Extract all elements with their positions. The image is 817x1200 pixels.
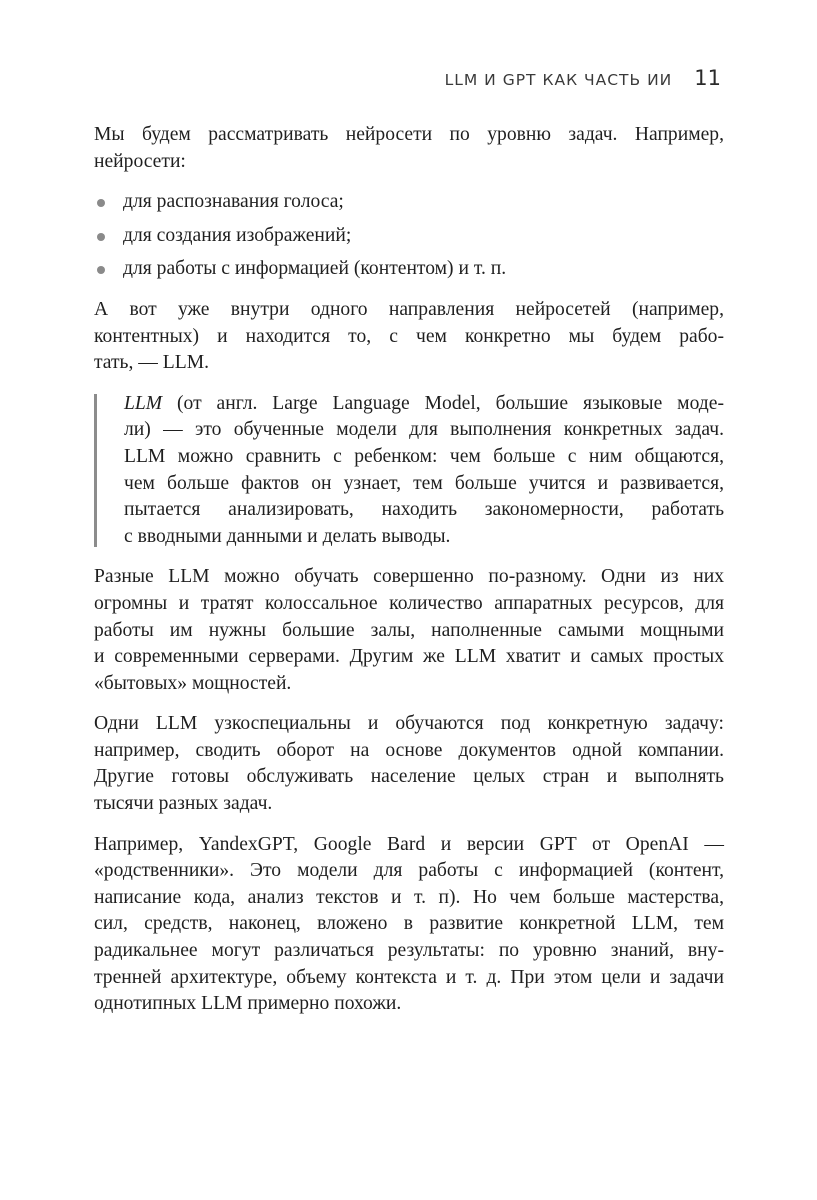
text-line: пытается анализировать, находить закономерности, работать (124, 499, 724, 521)
text-line: ли) — это обученные модели для выполнения конкретных задач. (124, 419, 724, 441)
text-line: Разные LLM можно обучать совершенно по-разному. Одни из них (94, 566, 724, 588)
text-line: работы им нужны большие залы, наполненные самыми мощными (94, 619, 724, 641)
text-line: тренней архитектуре, объему контекста и т. д. При этом цели и задачи (94, 966, 724, 988)
intro-paragraph (94, 122, 724, 175)
list-item-text: для распознавания голоса; (123, 191, 344, 213)
training-paragraph (94, 564, 724, 697)
text-line: Другие готовы обслуживать население целых стран и выполнять (94, 766, 724, 788)
text-line: «родственники». Это модели для работы с информацией (контент, (94, 860, 724, 882)
list-item (94, 256, 724, 283)
text-line: радикальнее могут различаться результаты: по уровню знаний, вну- (94, 940, 724, 962)
page-body (94, 122, 724, 1032)
list-item-text: для работы с информацией (контентом) и т. п. (123, 258, 507, 280)
text-line (124, 391, 724, 418)
text-line: с вводными данными и делать выводы. (124, 525, 451, 547)
bullet-list (94, 189, 724, 283)
text-line: тысячи разных задач. (94, 793, 273, 815)
running-header (445, 66, 721, 90)
specialized-paragraph (94, 711, 724, 817)
definition-callout (94, 391, 724, 551)
text-line: тать, — LLM. (94, 352, 210, 374)
text-line: например, сводить оборот на основе документов одной компании. (94, 739, 724, 761)
text-line: «бытовых» мощностей. (94, 672, 292, 694)
text-line: Например, YandexGPT, Google Bard и версии GPT от OpenAI — (94, 833, 724, 855)
examples-paragraph (94, 832, 724, 1018)
callout-bar (94, 394, 97, 548)
direction-paragraph (94, 297, 724, 377)
bullet-dot-icon (97, 233, 105, 241)
text-line: чем больше фактов он узнает, тем больше учится и развивается, (124, 472, 724, 494)
text-line: LLM можно сравнить с ребенком: чем больше с ним общаются, (124, 445, 724, 467)
bullet-dot-icon (97, 266, 105, 274)
text-line: нейросети: (94, 150, 186, 172)
text-line: Мы будем рассматривать нейросети по уровню задач. Например, (94, 124, 724, 145)
page-number: 11 (694, 66, 721, 90)
text-line: огромны и тратят колоссальное количество аппаратных ресурсов, для (94, 592, 724, 614)
text-line: написание кода, анализ текстов и т. п). Но чем больше мастерства, (94, 886, 724, 908)
running-title: LLM И GPT КАК ЧАСТЬ ИИ (444, 71, 673, 89)
text-line: контентных) и находится то, с чем конкретно мы будем рабо- (94, 325, 724, 347)
text-line: однотипных LLM примерно похожи. (94, 993, 402, 1015)
bullet-dot-icon (97, 199, 105, 207)
list-item (94, 223, 724, 250)
text-line: и современными серверами. Другим же LLM хватит и самых простых (94, 646, 724, 668)
list-item-text: для создания изображений; (123, 224, 352, 246)
list-item (94, 189, 724, 216)
text-line: сил, средств, наконец, вложено в развитие конкретной LLM, тем (94, 913, 724, 935)
defined-term: LLM (124, 392, 163, 414)
text-line: Одни LLM узкоспециальны и обучаются под конкретную задачу: (94, 713, 724, 735)
definition-text: (от англ. Large Language Model, большие языковые моде- (162, 392, 724, 414)
text-line: А вот уже внутри одного направления нейросетей (например, (94, 298, 724, 320)
